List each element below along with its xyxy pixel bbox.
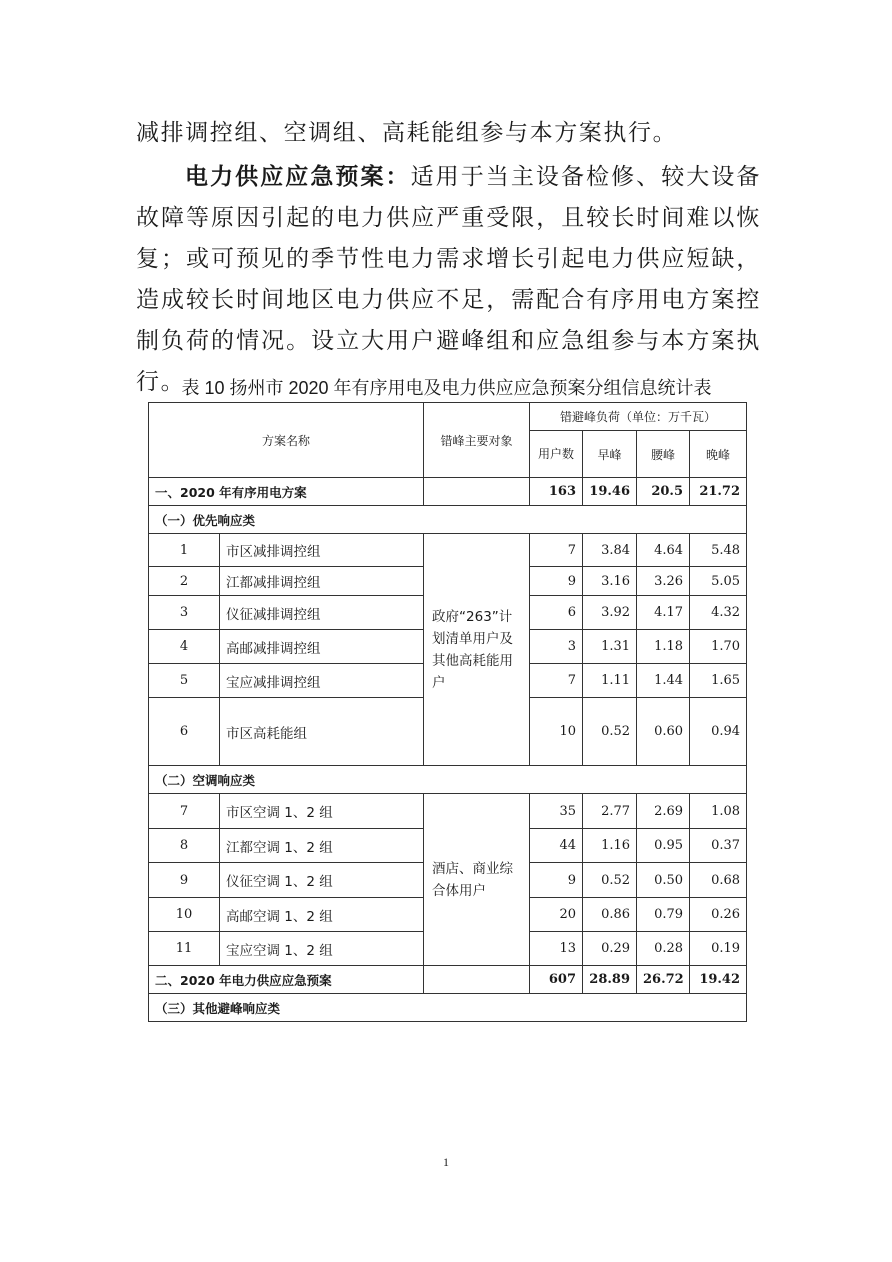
row-morning: 1.16 bbox=[583, 829, 637, 863]
row-noon: 4.64 bbox=[637, 534, 690, 567]
row-noon: 0.79 bbox=[637, 898, 690, 932]
section-row-1 bbox=[149, 478, 747, 506]
row-no: 2 bbox=[149, 567, 220, 596]
header-load-group: 错避峰负荷（单位：万千瓦） bbox=[530, 403, 747, 431]
row-no: 9 bbox=[149, 863, 220, 898]
section-noon: 20.5 bbox=[637, 478, 690, 506]
page-number: 1 bbox=[443, 1155, 449, 1169]
row-name: 高邮空调 1、2 组 bbox=[220, 898, 424, 932]
row-noon: 1.18 bbox=[637, 630, 690, 664]
stats-table bbox=[148, 402, 747, 1022]
row-users: 7 bbox=[530, 534, 583, 567]
row-morning: 1.11 bbox=[583, 664, 637, 698]
section-evening: 19.42 bbox=[690, 966, 747, 994]
row-users: 44 bbox=[530, 829, 583, 863]
row-name: 宝应空调 1、2 组 bbox=[220, 932, 424, 966]
row-users: 10 bbox=[530, 698, 583, 766]
header-noon: 腰峰 bbox=[637, 431, 690, 478]
row-evening: 0.19 bbox=[690, 932, 747, 966]
section-users: 163 bbox=[530, 478, 583, 506]
row-no: 7 bbox=[149, 794, 220, 829]
row-no: 11 bbox=[149, 932, 220, 966]
row-no: 3 bbox=[149, 596, 220, 630]
row-evening: 1.65 bbox=[690, 664, 747, 698]
paragraph-2 bbox=[136, 157, 761, 403]
section-morning: 19.46 bbox=[583, 478, 637, 506]
group-row-3 bbox=[149, 994, 747, 1022]
row-no: 6 bbox=[149, 698, 220, 766]
row-users: 35 bbox=[530, 794, 583, 829]
row-morning: 3.84 bbox=[583, 534, 637, 567]
group-label: （二）空调响应类 bbox=[149, 766, 747, 794]
row-evening: 1.08 bbox=[690, 794, 747, 829]
section-row-2 bbox=[149, 966, 747, 994]
header-users: 用户数 bbox=[530, 431, 583, 478]
header-morning: 早峰 bbox=[583, 431, 637, 478]
row-name: 江都减排调控组 bbox=[220, 567, 424, 596]
group-label: （三）其他避峰响应类 bbox=[149, 994, 747, 1022]
row-morning: 3.92 bbox=[583, 596, 637, 630]
row-name: 江都空调 1、2 组 bbox=[220, 829, 424, 863]
row-name: 高邮减排调控组 bbox=[220, 630, 424, 664]
row-evening: 0.26 bbox=[690, 898, 747, 932]
row-morning: 0.52 bbox=[583, 698, 637, 766]
header-plan-name: 方案名称 bbox=[149, 403, 424, 478]
row-name: 市区高耗能组 bbox=[220, 698, 424, 766]
paragraph-1: 减排调控组、空调组、高耗能组参与本方案执行。 bbox=[136, 120, 678, 146]
row-morning: 0.29 bbox=[583, 932, 637, 966]
section-target-empty bbox=[424, 966, 530, 994]
row-noon: 2.69 bbox=[637, 794, 690, 829]
paragraph-2-body: 适用于当主设备检修、较大设备故障等原因引起的电力供应严重受限，且较长时间难以恢复；或可预见的季节性电力需求增长引起电力供应短缺，造成较长时间地区电力供应不足，需配合有序用电方案控制负荷的情况。设立大用户避峰组和应急组参与本方案执行。 bbox=[136, 164, 761, 395]
row-evening: 0.68 bbox=[690, 863, 747, 898]
section-target-empty bbox=[424, 478, 530, 506]
section-morning: 28.89 bbox=[583, 966, 637, 994]
row-name: 仪征减排调控组 bbox=[220, 596, 424, 630]
row-users: 6 bbox=[530, 596, 583, 630]
row-users: 3 bbox=[530, 630, 583, 664]
section-noon: 26.72 bbox=[637, 966, 690, 994]
row-evening: 4.32 bbox=[690, 596, 747, 630]
table-caption: 表 10 扬州市 2020 年有序用电及电力供应应急预案分组信息统计表 bbox=[181, 378, 712, 398]
row-noon: 0.50 bbox=[637, 863, 690, 898]
row-noon: 1.44 bbox=[637, 664, 690, 698]
row-evening: 0.37 bbox=[690, 829, 747, 863]
row-no: 8 bbox=[149, 829, 220, 863]
row-noon: 0.28 bbox=[637, 932, 690, 966]
row-noon: 4.17 bbox=[637, 596, 690, 630]
row-no: 4 bbox=[149, 630, 220, 664]
table-row bbox=[149, 534, 747, 567]
row-noon: 3.26 bbox=[637, 567, 690, 596]
row-evening: 1.70 bbox=[690, 630, 747, 664]
row-users: 13 bbox=[530, 932, 583, 966]
row-evening: 5.05 bbox=[690, 567, 747, 596]
section-label: 一、2020 年有序用电方案 bbox=[149, 478, 424, 506]
section-evening: 21.72 bbox=[690, 478, 747, 506]
row-evening: 5.48 bbox=[690, 534, 747, 567]
row-morning: 2.77 bbox=[583, 794, 637, 829]
row-users: 9 bbox=[530, 863, 583, 898]
table-row bbox=[149, 794, 747, 829]
header-evening: 晚峰 bbox=[690, 431, 747, 478]
row-evening: 0.94 bbox=[690, 698, 747, 766]
group-label: （一）优先响应类 bbox=[149, 506, 747, 534]
paragraph-2-lead: 电力供应应急预案： bbox=[185, 164, 411, 190]
row-name: 仪征空调 1、2 组 bbox=[220, 863, 424, 898]
row-morning: 0.86 bbox=[583, 898, 637, 932]
group-row-2 bbox=[149, 766, 747, 794]
row-users: 9 bbox=[530, 567, 583, 596]
section-label: 二、2020 年电力供应应急预案 bbox=[149, 966, 424, 994]
row-morning: 1.31 bbox=[583, 630, 637, 664]
row-no: 10 bbox=[149, 898, 220, 932]
row-users: 7 bbox=[530, 664, 583, 698]
group-row-1 bbox=[149, 506, 747, 534]
row-morning: 3.16 bbox=[583, 567, 637, 596]
row-noon: 0.60 bbox=[637, 698, 690, 766]
header-target: 错峰主要对象 bbox=[424, 403, 530, 478]
row-users: 20 bbox=[530, 898, 583, 932]
row-name: 市区空调 1、2 组 bbox=[220, 794, 424, 829]
row-name: 宝应减排调控组 bbox=[220, 664, 424, 698]
group-target: 政府“263”计划清单用户及其他高耗能用户 bbox=[424, 534, 530, 766]
row-no: 1 bbox=[149, 534, 220, 567]
header-row-1 bbox=[149, 403, 747, 431]
row-morning: 0.52 bbox=[583, 863, 637, 898]
section-users: 607 bbox=[530, 966, 583, 994]
row-noon: 0.95 bbox=[637, 829, 690, 863]
row-no: 5 bbox=[149, 664, 220, 698]
row-name: 市区减排调控组 bbox=[220, 534, 424, 567]
group-target: 酒店、商业综合体用户 bbox=[424, 794, 530, 966]
